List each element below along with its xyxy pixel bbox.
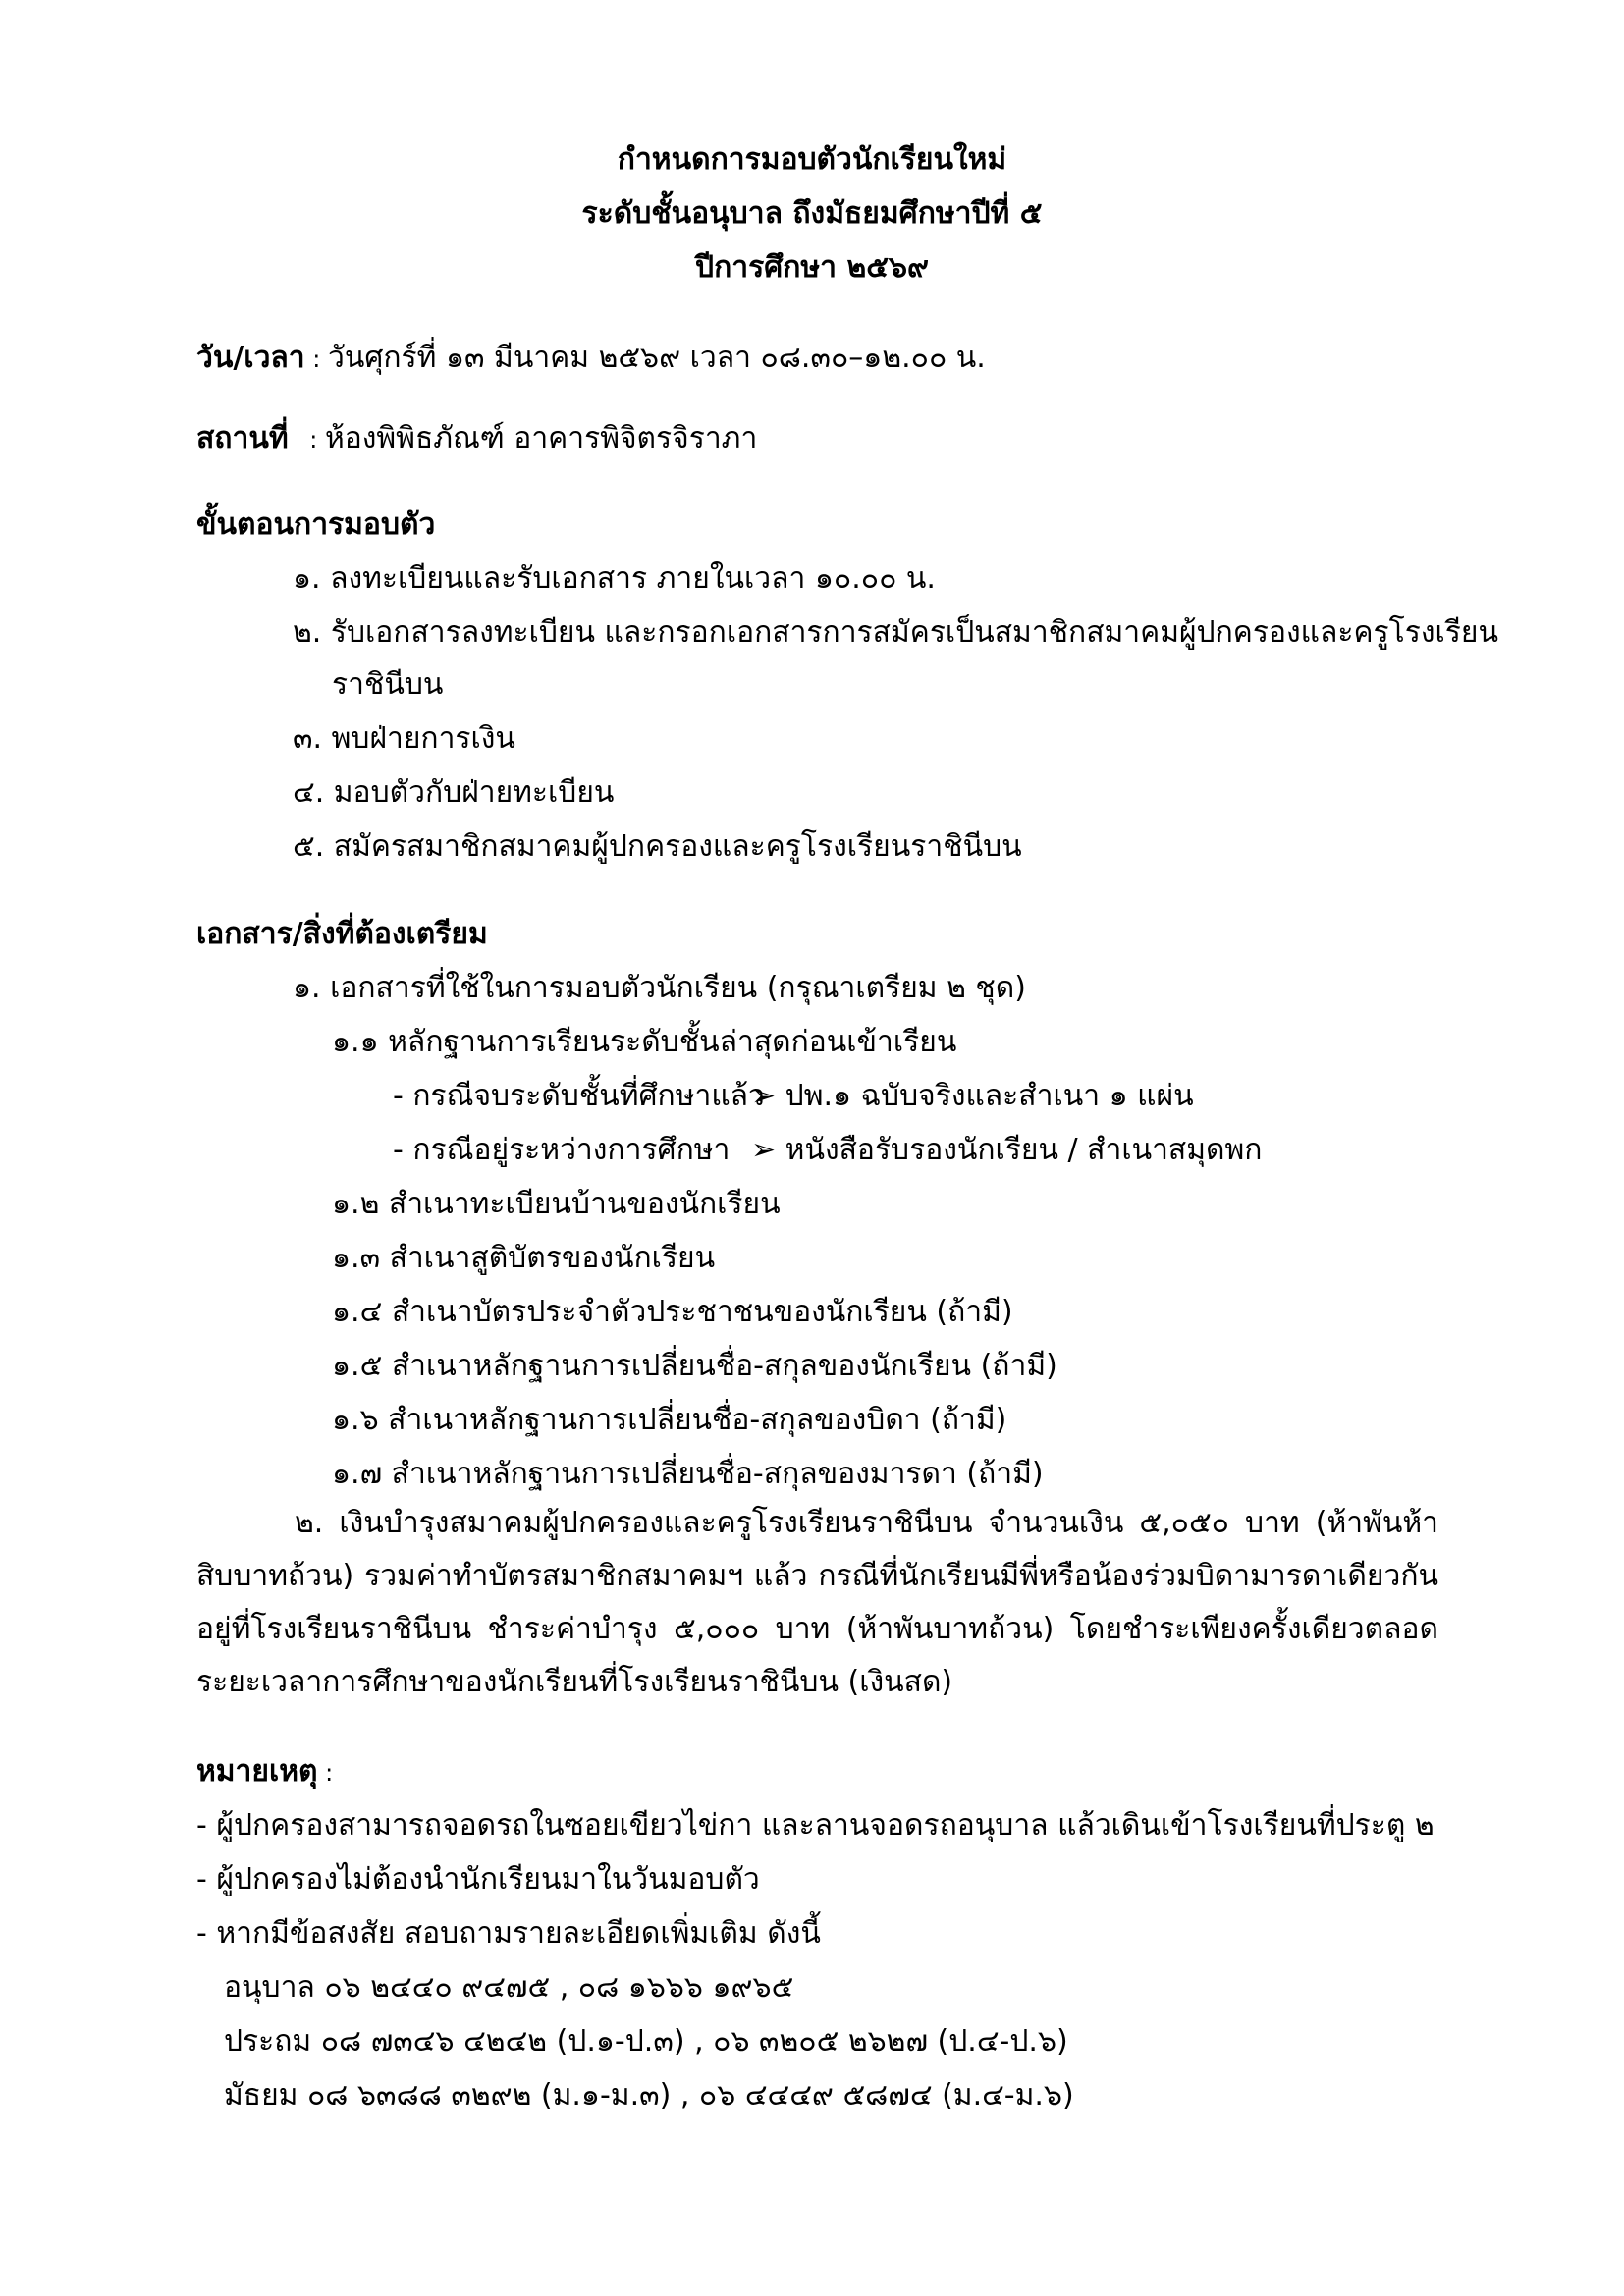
document-case-value: ➢ หนังสือรับรองนักเรียน / สำเนาสมุดพก [751,1133,1263,1167]
document-sub-item: ๑.๓ สำเนาสูติบัตรของนักเรียน [332,1241,716,1275]
note-item: - ผู้ปกครองไม่ต้องนำนักเรียนมาในวันมอบตัว [196,1862,760,1896]
contact-line: ประถม ๐๘ ๗๓๔๖ ๔๒๔๒ (ป.๑-ป.๓) , ๐๖ ๓๒๐๕ ๒๖๒๗ (ป.๔-ป.๖) [224,2024,1068,2058]
document-sub-item: ๑.๗ สำเนาหลักฐานการเปลี่ยนชื่อ-สกุลของมารดา (ถ้ามี) [332,1457,1044,1491]
notes-heading-row [196,1752,333,1792]
note-item: - ผู้ปกครองสามารถจอดรถในซอยเขียวไข่กา และลานจอดรถอนุบาล แล้วเดินเข้าโรงเรียนที่ประตู ๒ [196,1808,1435,1842]
document-sub-item: ๑.๕ สำเนาหลักฐานการเปลี่ยนชื่อ-สกุลของนักเรียน (ถ้ามี) [332,1349,1057,1383]
place-label: สถานที่ [196,421,289,455]
document-case-value: ➢ ปพ.๑ ฉบับจริงและสำเนา ๑ แผ่น [751,1079,1194,1113]
step-item-continued: ราชินีบน [332,667,444,702]
document-case-label: - กรณีจบระดับชั้นที่ศึกษาแล้ว [393,1079,765,1113]
notes-heading-separator: : [317,1759,334,1787]
documents-intro: ๑. เอกสารที่ใช้ในการมอบตัวนักเรียน (กรุณาเตรียม ๒ ชุด) [293,971,1026,1005]
date-label: วัน/เวลา [196,341,305,375]
step-item: ๓. พบฝ่ายการเงิน [293,721,515,756]
place-value: ห้องพิพิธภัณฑ์ อาคารพิจิตรจิราภา [324,421,758,455]
note-item: - หากมีข้อสงสัย สอบถามรายละเอียดเพิ่มเติม ดังนี้ [196,1916,821,1950]
document-sub-item: ๑.๑ หลักฐานการเรียนระดับชั้นล่าสุดก่อนเข้าเรียน [332,1025,957,1059]
step-item: ๔. มอบตัวกับฝ่ายทะเบียน [293,775,615,810]
place-row [196,419,757,459]
step-item: ๑. ลงทะเบียนและรับเอกสาร ภายในเวลา ๑๐.๐๐ น. [293,561,936,596]
title-line-3: ปีการศึกษา ๒๕๖๙ [695,250,929,285]
document-sub-item: ๑.๒ สำเนาทะเบียนบ้านของนักเรียน [332,1187,781,1221]
document-case-label: - กรณีอยู่ระหว่างการศึกษา [393,1133,731,1167]
place-separator: : [301,426,325,454]
date-value: วันศุกร์ที่ ๑๓ มีนาคม ๒๕๖๙ เวลา ๐๘.๓๐–๑๒.๐๐ น. [327,341,986,375]
documents-heading: เอกสาร/สิ่งที่ต้องเตรียม [196,917,488,951]
document-sub-item: ๑.๖ สำเนาหลักฐานการเปลี่ยนชื่อ-สกุลของบิดา (ถ้ามี) [332,1403,1007,1437]
document-sub-item: ๑.๔ สำเนาบัตรประจำตัวประชาชนของนักเรียน (ถ้ามี) [332,1295,1013,1329]
contact-line: มัธยม ๐๘ ๖๓๘๘ ๓๒๙๒ (ม.๑-ม.๓) , ๐๖ ๔๔๔๙ ๕๘๗๔ (ม.๔-ม.๖) [224,2078,1074,2112]
step-item: ๕. สมัครสมาชิกสมาคมผู้ปกครองและครูโรงเรียนราชินีบน [293,829,1022,864]
step-item: ๒. รับเอกสารลงทะเบียน และกรอกเอกสารการสมัครเป็นสมาชิกสมาคมผู้ปกครองและครูโรงเรียน [293,615,1498,650]
steps-heading: ขั้นตอนการมอบตัว [196,507,436,542]
contact-line: อนุบาล ๐๖ ๒๔๔๐ ๙๔๗๕ , ๐๘ ๑๖๖๖ ๑๙๖๕ [224,1970,794,2004]
date-row [196,339,986,379]
title-line-1: กำหนดการมอบตัวนักเรียนใหม่ [617,142,1007,177]
title-line-2: ระดับชั้นอนุบาล ถึงมัธยมศึกษาปีที่ ๕ [581,196,1043,231]
fee-paragraph: ๒. เงินบำรุงสมาคมผู้ปกครองและครูโรงเรียนราชินีบน จำนวนเงิน ๕,๐๕๐ บาท (ห้าพันห้าสิบบาทถ้วน) รวมค่าทำบัตรสมาชิกสมาคมฯ แล้ว กรณีที่นักเรียนมีพี่หรือน้องร่วมบิดามารดาเดียวกันอยู่ที่โรงเรียนราชินีบน ชำระค่าบำรุง ๕,๐๐๐ บาท (ห้าพันบาทถ้วน) โดยชำระเพียงครั้งเดียวตลอดระยะเวลาการศึกษาของนักเรียนที่โรงเรียนราชินีบน (เงินสด) [196,1506,1438,1699]
notes-heading: หมายเหตุ [196,1754,318,1789]
date-separator: : [304,346,328,373]
